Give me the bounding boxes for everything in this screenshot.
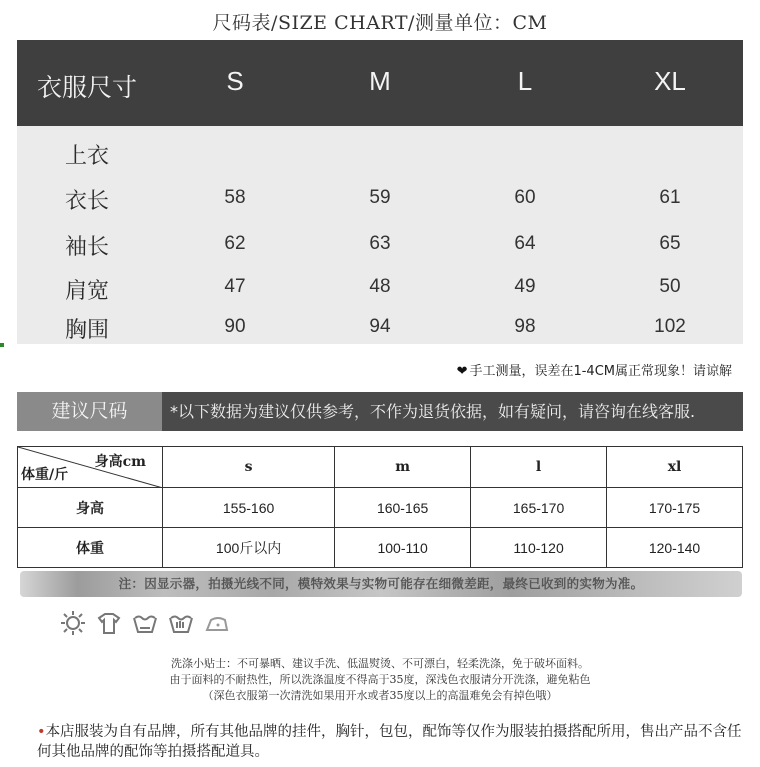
table-cell: 98 [514, 316, 536, 337]
header-label: 衣服尺寸 [37, 73, 138, 102]
table-cell: 49 [514, 276, 536, 297]
tip-line: 由于面料的不耐热性，所以洗涤温度不得高于35度，深浅色衣服请分开洗涤，避免粘色 [169, 673, 591, 686]
table-cell: 170-175 [607, 488, 743, 528]
table-row [18, 447, 743, 488]
table-row [18, 528, 743, 568]
tip-line: （深色衣服第一次清洗如果用开水或者35度以上的高温难免会有掉色哦） [202, 689, 558, 702]
row-label-weight: 体重 [18, 528, 163, 568]
recommendation-label: 建议尺码 [17, 392, 162, 431]
size-chart-header [17, 40, 743, 126]
table-cell: 60 [514, 187, 536, 208]
hand-wash-tub-icon [168, 610, 194, 636]
heart-icon: ❤ [456, 364, 468, 379]
table-row [18, 488, 743, 528]
note-text: 手工测量，误差在1-4CM属正常现象！请谅解 [469, 364, 732, 379]
bullet-icon: • [37, 724, 46, 740]
row-label-length: 衣长 [65, 189, 110, 214]
table-cell: 160-165 [335, 488, 471, 528]
corner-weight-label: 体重/斤 [21, 467, 69, 483]
care-icons [60, 610, 230, 636]
table-cell: 64 [514, 233, 536, 254]
recommendation-bar [17, 392, 743, 431]
table-cell: 120-140 [607, 528, 743, 568]
size-chart-body [17, 126, 743, 344]
washing-tips [0, 656, 760, 704]
disclaimer-text: 注：因显示器，拍摄光线不同，模特效果与实物可能存在细微差距，最终已收到的实物为准。 [118, 576, 644, 591]
size-heading: s [163, 447, 335, 488]
hand-wash-icon [96, 610, 122, 636]
wash-tub-icon [132, 610, 158, 636]
recommendation-table [17, 446, 743, 568]
table-cell: 48 [369, 276, 391, 297]
size-heading: m [335, 447, 471, 488]
table-cell: 94 [369, 316, 391, 337]
table-cell: 61 [659, 187, 681, 208]
section-label: 上衣 [65, 144, 110, 169]
table-cell: 62 [224, 233, 246, 254]
corner-mark [0, 343, 4, 347]
footer-notice [37, 722, 747, 762]
size-s-heading: S [226, 66, 244, 96]
table-cell: 58 [224, 187, 246, 208]
disclaimer-banner [20, 571, 742, 597]
corner-height-label: 身高cm [94, 454, 146, 470]
table-cell: 165-170 [471, 488, 607, 528]
table-cell: 90 [224, 316, 246, 337]
size-heading: l [471, 447, 607, 488]
size-l-heading: L [517, 66, 533, 96]
table-cell: 102 [654, 316, 686, 337]
table-cell: 155-160 [163, 488, 335, 528]
page-title: 尺码表/SIZE CHART/测量单位：CM [212, 12, 548, 34]
sun-icon [60, 610, 86, 636]
size-m-heading: M [369, 66, 391, 96]
measurement-note [457, 360, 732, 379]
table-cell: 100-110 [335, 528, 471, 568]
row-label-shoulder: 肩宽 [65, 279, 110, 304]
tip-line: 洗涤小贴士：不可暴晒、建议手洗、低温熨烫、不可漂白，轻柔洗涤，免于破坏面料。 [171, 657, 589, 670]
size-xl-heading: XL [654, 66, 686, 96]
table-cell: 59 [369, 187, 391, 208]
table-cell: 50 [659, 276, 681, 297]
table-cell: 110-120 [471, 528, 607, 568]
iron-icon [204, 610, 230, 636]
table-cell: 65 [659, 233, 681, 254]
table-cell: 63 [369, 233, 391, 254]
row-label-height: 身高 [18, 488, 163, 528]
corner-cell [18, 447, 163, 488]
recommendation-text: *以下数据为建议仅供参考，不作为退货依据，如有疑问，请咨询在线客服. [170, 402, 696, 421]
row-label-chest: 胸围 [65, 318, 110, 343]
size-heading: xl [607, 447, 743, 488]
table-cell: 47 [224, 276, 246, 297]
footer-text: 本店服装为自有品牌，所有其他品牌的挂件，胸针，包包，配饰等仅作为服装拍摄搭配所用，售出产品不含任何其他品牌的配饰等拍摄搭配道具。 [37, 724, 742, 760]
row-label-sleeve: 袖长 [65, 235, 110, 260]
table-cell: 100斤以内 [163, 528, 335, 568]
